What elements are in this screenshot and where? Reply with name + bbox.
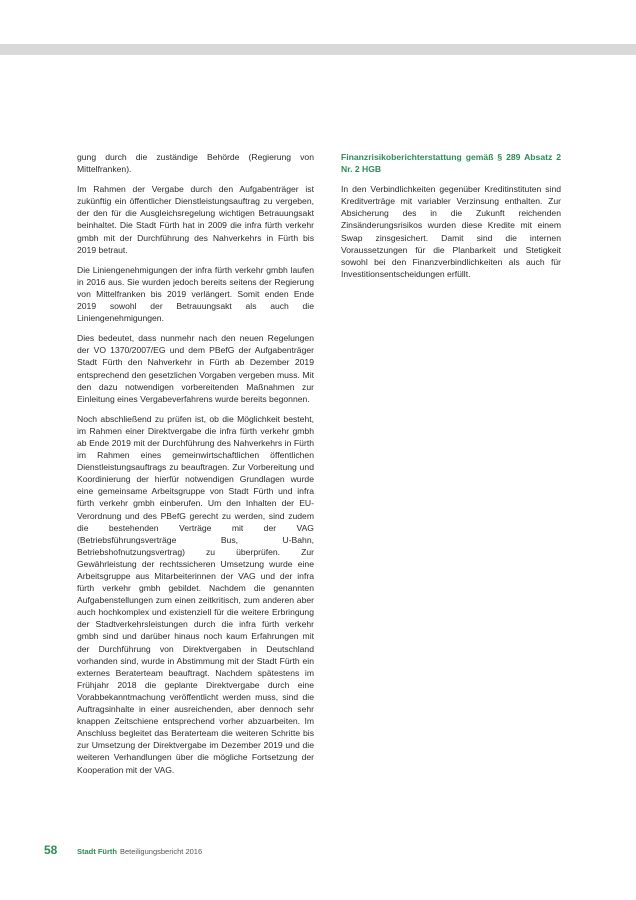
right-text-column (341, 151, 561, 288)
section-heading: Finanzrisikoberichterstattung gemäß § 289 Absatz 2 Nr. 2 HGB (341, 152, 561, 175)
page-footer (44, 843, 202, 857)
paragraph: In den Verbindlichkeiten gegenüber Kreditinstituten sind Kreditverträge mit variabler Verzinsung enthalten. Zur Absicherung des in die Zukunft reichenden Zinsänderungsrisikos wurden diese Kredite mit einem Swap zinsgesichert. Damit sind die internen Voraussetzungen für die Planbarkeit und Stetigkeit sowohl bei den Finanzverbindlichkeiten als auch für Investitionsentscheidungen erfüllt. (341, 184, 561, 279)
paragraph: Die Liniengenehmigungen der infra fürth verkehr gmbh laufen in 2016 aus. Sie wurden jedoch bereits seitens der Regierung von Mittelfranken bis 2019 verlängert. Somit enden Ende 2019 sowohl der Betrauungsakt als auch die Liniengenehmigungen. (77, 264, 314, 324)
top-gray-bar (0, 44, 636, 55)
paragraph: Noch abschließend zu prüfen ist, ob die Möglichkeit besteht, im Rahmen einer Direktvergabe die infra fürth verkehr gmbh ab Ende 2019 mit der Durchführung des Nahverkehrs in Fürth im Rahmen eines gemeinwirtschaftlichen öffentlichen Dienstleistungsauftrags zu beauftragen. Zur Vorbereitung und Koordinierung der hierfür notwendigen Grundlagen wurde eine gemeinsame Arbeitsgruppe von Stadt Fürth und infra fürth verkehr gmbh einberufen. Um den Inhalten der EU-Verordnung und des PBefG gerecht zu werden, sind zudem die bestehenden Verträge mit der VAG (Betriebsführungsverträge Bus, U-Bahn, Betriebshofnutzungsvertrag) zu überprüfen. Zur Gewährleistung der rechtssicheren Umsetzung wurde eine Arbeitsgruppe aus Mitarbeiterinnen der VAG und der infra fürth verkehr gmbh gebildet. Nachdem die genannten Aufgabenstellungen zum einen zeitkritisch, zum anderen aber auch hochkomplex und existenziell für die weitere Erbringung der Stadtverkehrsleistungen durch die infra fürth verkehr gmbh sind und darüber hinaus noch kaum Erfahrungen mit der Durchführung von Direktvergaben in Deutschland vorhanden sind, wurde in Abstimmung mit der Stadt Fürth ein externes Beraterteam beauftragt. Nachdem spätestens im Frühjahr 2018 die geplante Direktvergabe durch eine Vorabbekanntmachung veröffentlicht werden muss, sind die Auftragsinhalte in einer ausreichenden, aber dennoch sehr knappen Zeitschiene entsprechend vorher abzuarbeiten. Im Anschluss begleitet das Beraterteam die weiteren Schritte bis zur Umsetzung der Direktvergabe im Dezember 2019 und die weiteren Verhandlungen über die mögliche Fortsetzung der Kooperation mit der VAG. (77, 413, 314, 775)
paragraph: Dies bedeutet, dass nunmehr nach den neuen Regelungen der VO 1370/2007/EG und dem PBefG der Aufgabenträger Stadt Fürth den Nahverkehr in Fürth ab Dezember 2019 entsprechend den gesetzlichen Vorgaben vergeben muss. Mit den dazu notwendigen vorbereitenden Maßnahmen zur Einleitung eines Vergabeverfahrens wurde bereits begonnen. (77, 333, 314, 404)
page-number: 58 (44, 843, 58, 857)
paragraph: gung durch die zuständige Behörde (Regierung von Mittelfranken). (77, 152, 314, 175)
paragraph: Im Rahmen der Vergabe durch den Aufgabenträger ist zukünftig ein öffentlicher Dienstleistungsauftrag zu vergeben, der den für die Ausgleichsregelung wichtigen Betrauungsakt beinhaltet. Die Stadt Fürth hat in 2009 die infra fürth verkehr gmbh mit der Durchführung des Nahverkehrs in Fürth bis 2019 betraut. (77, 184, 314, 255)
left-text-column (77, 151, 314, 784)
footer-subtitle: Beteiligungsbericht 2016 (120, 847, 203, 856)
footer-brand: Stadt Fürth (77, 847, 117, 856)
